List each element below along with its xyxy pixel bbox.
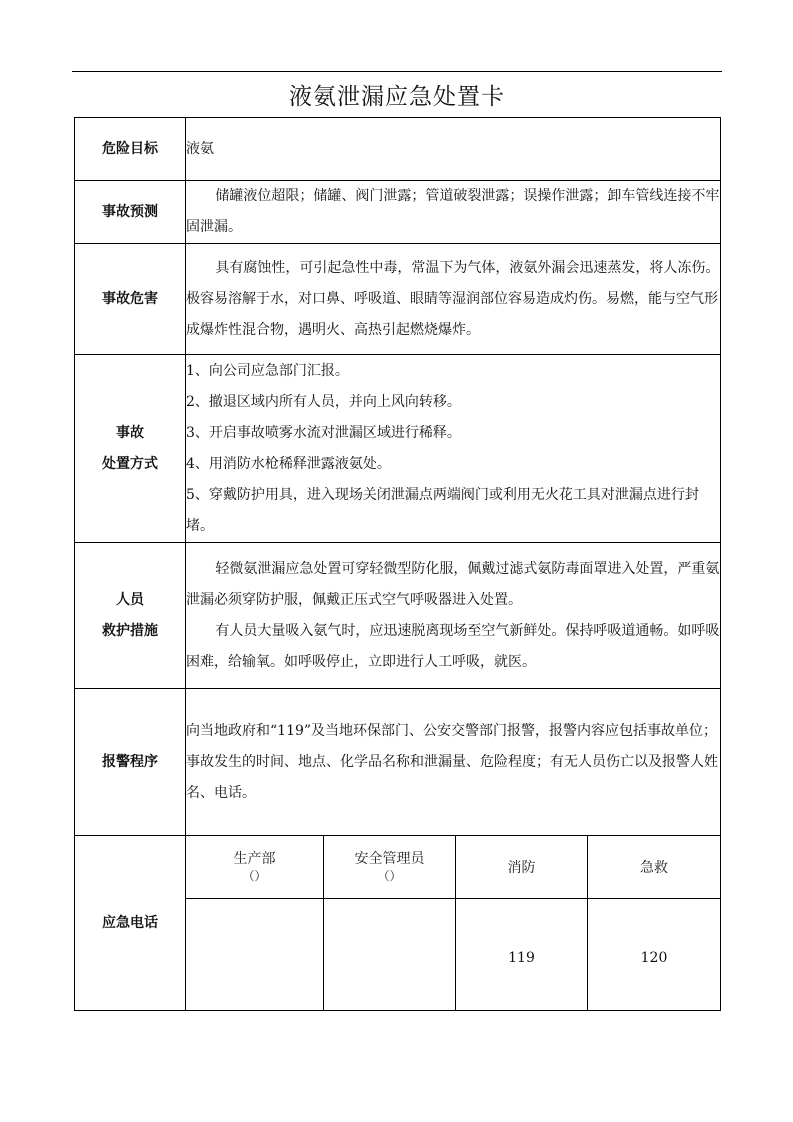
paragraph: 储罐液位超限；储罐、阀门泄露；管道破裂泄露；误操作泄露；卸车管线连接不牢固泄漏。 <box>186 188 720 235</box>
row-label: 报警程序 <box>75 689 186 836</box>
row-accident-hazard <box>75 244 721 355</box>
row-hazard-target <box>75 118 721 181</box>
step-item: 4、用消防水枪稀释泄露液氨处。 <box>186 455 391 472</box>
step-item: 3、开启事故喷雾水流对泄漏区域进行稀释。 <box>186 424 461 441</box>
label-line: 人员 <box>116 591 144 608</box>
phone-col-production <box>186 836 324 899</box>
label-line: 处置方式 <box>102 455 158 472</box>
row-accident-prediction <box>75 181 721 244</box>
column-paren: （） <box>242 869 267 883</box>
label-line: 救护措施 <box>102 622 158 639</box>
phone-col-ambulance: 急救 <box>588 836 721 899</box>
phone-fire-value: 119 <box>456 899 588 1011</box>
column-name: 安全管理员 <box>354 851 425 867</box>
label-line: 事故 <box>116 424 144 441</box>
rescue-text <box>186 543 721 689</box>
row-label: 事故危害 <box>75 244 186 355</box>
paragraph: 具有腐蚀性，可引起急性中毒，常温下为气体，液氨外漏会迅速蒸发，将人冻伤。极容易溶解于水，对口鼻、呼吸道、眼睛等湿润部位容易造成灼伤。易燃，能与空气形成爆炸性混合物，遇明火、高热引起燃烧爆炸。 <box>186 259 720 338</box>
step-item: 2、撤退区域内所有人员，并向上风向转移。 <box>186 393 461 410</box>
phone-production-value <box>186 899 324 1011</box>
row-label <box>75 355 186 543</box>
phone-ambulance-value: 120 <box>588 899 721 1011</box>
row-label: 危险目标 <box>75 118 186 181</box>
row-disposal-method <box>75 355 721 543</box>
paragraph: 轻微氨泄漏应急处置可穿轻微型防化服，佩戴过滤式氨防毒面罩进入处置，严重氨泄漏必须穿防护服，佩戴正压式空气呼吸器进入处置。 <box>186 560 720 608</box>
phone-col-safety-officer <box>324 836 456 899</box>
paragraph: 有人员大量吸入氨气时，应迅速脱离现场至空气新鲜处。保持呼吸道通畅。如呼吸困难，给输氧。如呼吸停止，立即进行人工呼吸，就医。 <box>186 622 720 670</box>
header-rule <box>72 71 722 72</box>
column-name: 生产部 <box>233 851 276 867</box>
disposal-steps <box>186 355 721 543</box>
row-alarm-procedure <box>75 689 721 836</box>
row-label: 事故预测 <box>75 181 186 244</box>
accident-hazard-text <box>186 244 721 355</box>
step-item: 1、向公司应急部门汇报。 <box>186 362 349 379</box>
column-paren: （） <box>377 869 402 883</box>
row-label <box>75 543 186 689</box>
emergency-card-table <box>74 117 721 1011</box>
page-title: 液氨泄漏应急处置卡 <box>289 84 505 110</box>
phone-safety-officer-value <box>324 899 456 1011</box>
hazard-target-value: 液氨 <box>186 118 721 181</box>
accident-prediction-text <box>186 181 721 244</box>
row-emergency-phone-header <box>75 836 721 899</box>
step-item: 5、穿戴防护用具，进入现场关闭泄漏点两端阀门或利用无火花工具对泄漏点进行封堵。 <box>186 486 699 534</box>
phone-col-fire: 消防 <box>456 836 588 899</box>
alarm-procedure-text: 向当地政府和“119”及当地环保部门、公安交警部门报警，报警内容应包括事故单位；事故发生的时间、地点、化学品名称和泄漏量、危险程度；有无人员伤亡以及报警人姓名、电话。 <box>186 689 721 836</box>
row-rescue-measures <box>75 543 721 689</box>
row-label: 应急电话 <box>75 836 186 1011</box>
